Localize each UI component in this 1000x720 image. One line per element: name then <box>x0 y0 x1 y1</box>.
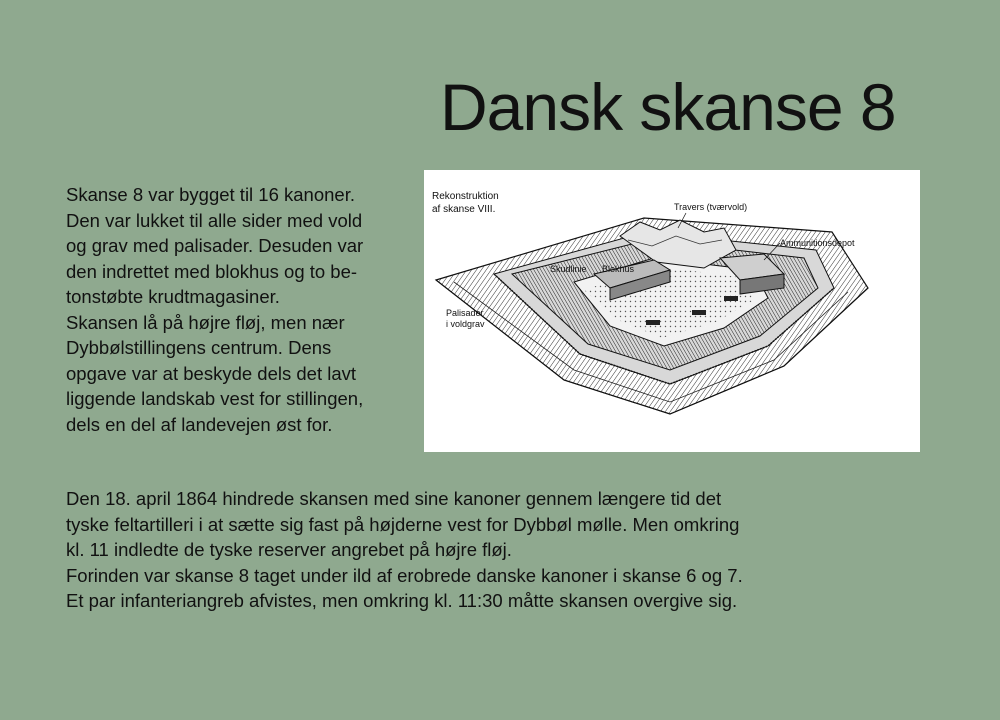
figure-title-line2: af skanse VIII. <box>432 204 496 215</box>
label-palisader-line2: i voldgrav <box>446 319 485 329</box>
body-line: kl. 11 indledte de tyske reserver angrebet på højre fløj. <box>66 539 512 560</box>
intro-text <box>66 182 416 437</box>
intro-line: liggende landskab vest for stillingen, <box>66 388 364 409</box>
intro-line: Den var lukket til alle sider med vold <box>66 209 363 231</box>
figure-title-line1: Rekonstruktion <box>432 191 499 202</box>
label-travers: Travers (tværvold) <box>674 202 748 212</box>
intro-line: og grav med palisader. Desuden var <box>66 235 364 256</box>
intro-line: Skansen lå på højre fløj, men nær <box>66 311 345 333</box>
body-text <box>66 486 966 614</box>
intro-line: den indrettet med blokhus og to be- <box>66 260 358 282</box>
body-line: tyske feltartilleri i at sætte sig fast på højderne vest for Dybbøl mølle. Men omkring <box>66 513 740 535</box>
body-line: Forinden var skanse 8 taget under ild af erobrede danske kanoner i skanse 6 og 7. <box>66 564 743 586</box>
label-skudlinie: Skudlinie <box>550 264 587 274</box>
body-line: Den 18. april 1864 hindrede skansen med sine kanoner gennem længere tid det <box>66 488 722 509</box>
label-palisader-line1: Palisader <box>446 308 484 318</box>
label-ammunition: Ammunitionsdepot <box>780 238 855 248</box>
fortification-illustration <box>424 170 920 452</box>
body-line: Et par infanteriangreb afvistes, men omkring kl. 11:30 måtte skansen overgive sig. <box>66 590 738 611</box>
label-blokhus: Blokhus <box>602 264 635 274</box>
intro-line: opgave var at beskyde dels det lavt <box>66 362 357 384</box>
intro-line: dels en del af landevejen øst for. <box>66 413 333 435</box>
intro-line: Dybbølstillingens centrum. Dens <box>66 337 332 358</box>
illustration-drawing <box>424 170 920 452</box>
intro-line: tonstøbte krudtmagasiner. <box>66 286 280 307</box>
intro-line: Skanse 8 var bygget til 16 kanoner. <box>66 184 355 205</box>
page-title: Dansk skanse 8 <box>440 70 896 144</box>
